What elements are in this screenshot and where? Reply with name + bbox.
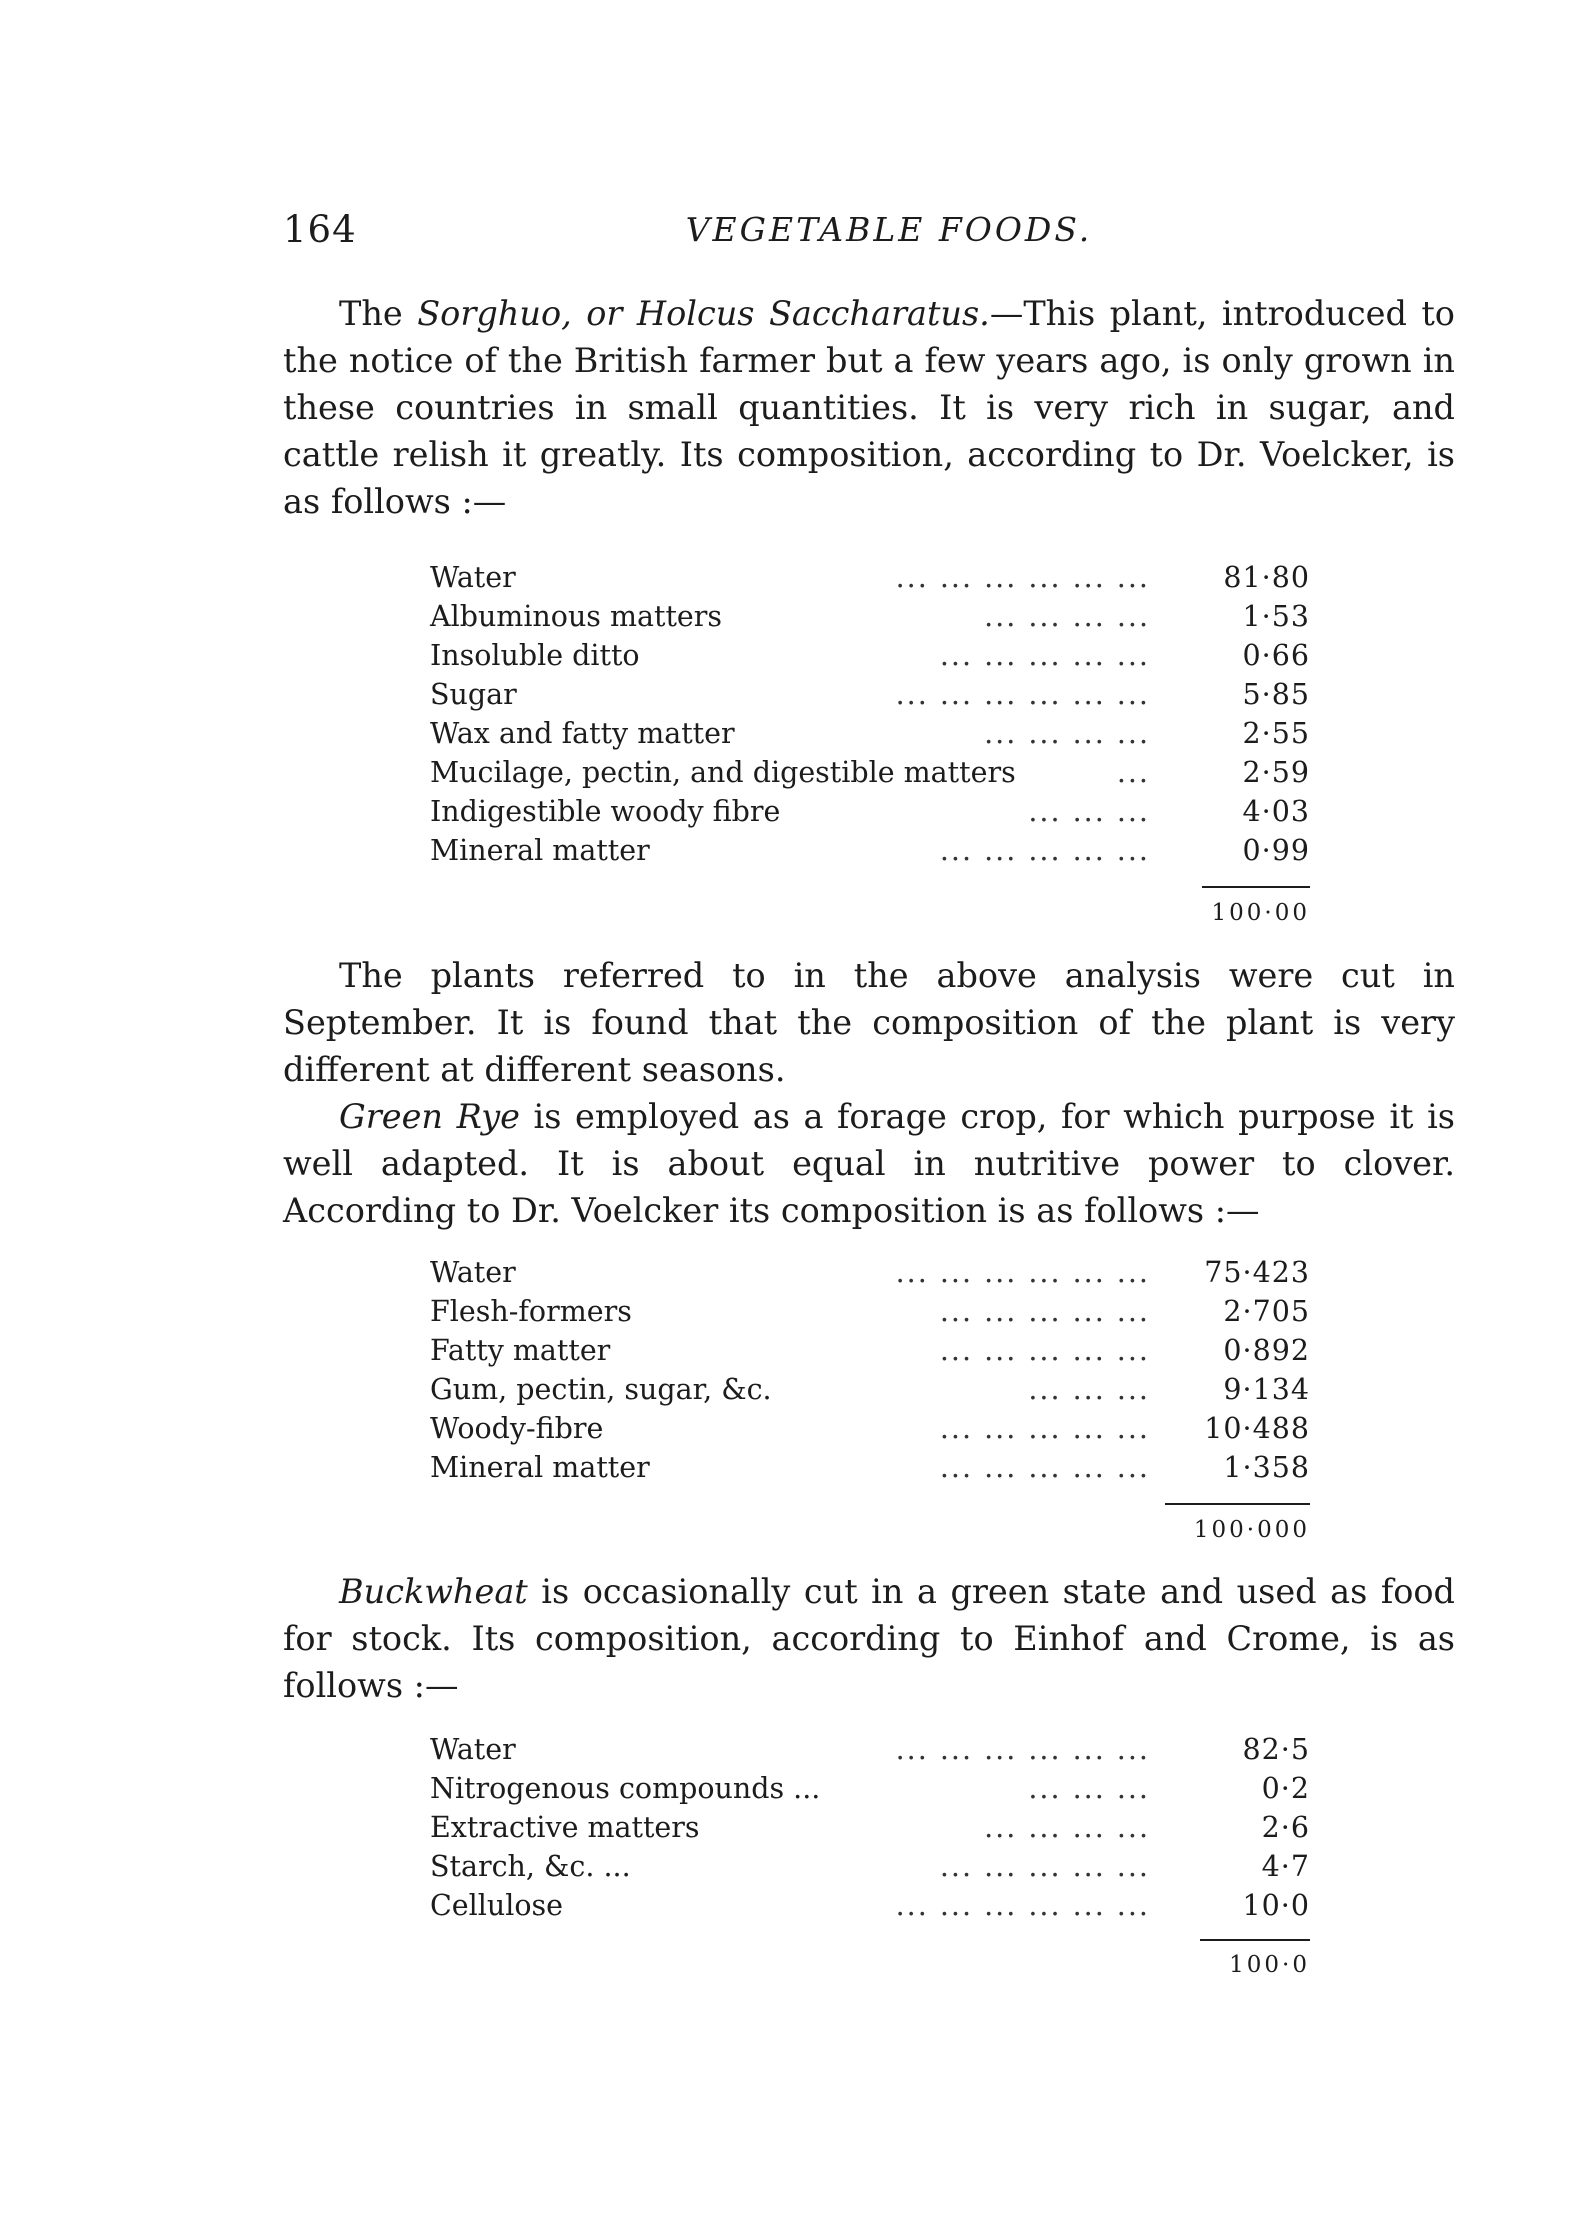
leader-dots: ... ... ... ... ... — [939, 1295, 1150, 1328]
row-label: Wax and fatty matter — [430, 717, 735, 750]
leader-dots: ... ... ... ... ... — [939, 1451, 1150, 1484]
row-label: Gum, pectin, sugar, &c. — [430, 1373, 772, 1406]
row-value: 1·53 — [1242, 600, 1310, 633]
total-rule — [1202, 886, 1310, 888]
table-row — [430, 792, 1310, 831]
leader-dots: ... ... ... ... — [984, 600, 1150, 633]
leader-dots: ... ... ... ... ... — [939, 639, 1150, 672]
table-total: 100·00 — [1211, 900, 1310, 926]
green-rye-name: Green Rye — [339, 1097, 520, 1136]
row-label: Extractive matters — [430, 1811, 700, 1844]
row-value: 1·358 — [1223, 1451, 1310, 1484]
row-value: 2·59 — [1242, 756, 1310, 789]
table-row — [430, 1370, 1310, 1409]
row-value: 2·6 — [1261, 1811, 1310, 1844]
row-label: Mucilage, pectin, and digestible matters — [430, 756, 1016, 789]
plants-referred-text: The plants referred to in the above analysis were cut in September. It is found that the composition of the plant is very different at different seasons. — [283, 956, 1455, 1089]
page-number: 164 — [283, 208, 357, 251]
leader-dots: ... ... ... ... ... ... — [895, 678, 1150, 711]
composition-table-sorghum — [430, 558, 1310, 926]
table-row — [430, 1847, 1310, 1886]
table-row — [430, 831, 1310, 870]
table-row — [430, 1730, 1310, 1769]
row-label: Insoluble ditto — [430, 639, 640, 672]
composition-table-buckwheat — [430, 1730, 1310, 1978]
row-value: 0·892 — [1223, 1334, 1310, 1367]
table-row — [430, 597, 1310, 636]
buckwheat-text: is occasionally cut in a green state and used as food for stock. Its composition, according to Einhof and Crome, is as follows :— — [283, 1572, 1455, 1705]
leader-dots: ... ... ... — [1028, 1772, 1150, 1805]
row-label: Mineral matter — [430, 834, 650, 867]
row-label: Starch, &c. ... — [430, 1850, 631, 1883]
paragraph-plants-referred — [283, 952, 1455, 1093]
table-row — [430, 1253, 1310, 1292]
paragraph-buckwheat — [283, 1568, 1455, 1709]
total-rule — [1165, 1503, 1310, 1505]
leader-dots: ... ... ... ... ... — [939, 1412, 1150, 1445]
table-row — [430, 753, 1310, 792]
row-label: Sugar — [430, 678, 517, 711]
row-label: Mineral matter — [430, 1451, 650, 1484]
row-label: Water — [430, 1733, 516, 1766]
row-value: 0·2 — [1261, 1772, 1310, 1805]
table-row — [430, 1292, 1310, 1331]
row-label: Water — [430, 561, 516, 594]
page-header — [283, 208, 1455, 258]
table-row — [430, 675, 1310, 714]
row-value: 5·85 — [1242, 678, 1310, 711]
row-label: Woody-fibre — [430, 1412, 604, 1445]
row-value: 2·705 — [1223, 1295, 1310, 1328]
running-title: VEGETABLE FOODS. — [685, 210, 1093, 249]
row-value: 2·55 — [1242, 717, 1310, 750]
composition-table-green-rye — [430, 1253, 1310, 1543]
row-value: 82·5 — [1242, 1733, 1310, 1766]
row-value: 10·488 — [1204, 1412, 1310, 1445]
row-label: Flesh-formers — [430, 1295, 632, 1328]
table-row — [430, 558, 1310, 597]
leader-dots: ... ... ... ... ... ... — [895, 561, 1150, 594]
row-value: 75·423 — [1204, 1256, 1310, 1289]
table-total: 100·0 — [1229, 1952, 1310, 1978]
table-row — [430, 636, 1310, 675]
leader-dots: ... ... ... ... ... — [939, 1850, 1150, 1883]
table-row — [430, 1409, 1310, 1448]
row-label: Fatty matter — [430, 1334, 611, 1367]
table-row — [430, 1808, 1310, 1847]
paragraph-green-rye — [283, 1093, 1455, 1234]
row-value: 4·7 — [1261, 1850, 1310, 1883]
row-value: 81·80 — [1223, 561, 1310, 594]
row-value: 10·0 — [1242, 1889, 1310, 1922]
leader-dots: ... ... ... ... ... — [939, 834, 1150, 867]
table-row — [430, 714, 1310, 753]
leader-dots: ... ... ... ... ... ... — [895, 1256, 1150, 1289]
buckwheat-name: Buckwheat — [339, 1572, 528, 1611]
row-label: Cellulose — [430, 1889, 564, 1922]
sorghum-name: Sorghuo, or Holcus Saccharatus. — [417, 294, 990, 333]
row-label: Albuminous matters — [430, 600, 723, 633]
green-rye-text: is employed as a forage crop, for which purpose it is well adapted. It is about equal in nutritive power to clover. According to Dr. Voelcker its composition is as follows :— — [283, 1097, 1455, 1230]
leader-dots: ... ... ... ... ... ... — [895, 1733, 1150, 1766]
table-total: 100·000 — [1193, 1517, 1310, 1543]
table-row — [430, 1886, 1310, 1925]
sorghum-text: —This plant, introduced to the notice of the British farmer but a few years ago, is only grown in these countries in small quantities. It is very rich in sugar, and cattle relish it greatly. Its composition, according to Dr. Voelcker, is as follows :— — [283, 294, 1455, 521]
row-value: 0·66 — [1242, 639, 1310, 672]
leader-dots: ... ... ... — [1028, 795, 1150, 828]
paragraph-sorghum: The Sorghuo, or Holcus Saccharatus.—This plant, introduced to the notice of the British farmer but a few years ago, is only grown in these countries in small quantities. It is very rich in sugar, and cattle relish it greatly. Its composition, according to Dr. Voelcker, is as follows :— — [283, 294, 1455, 521]
leader-dots: ... ... ... — [1028, 1373, 1150, 1406]
total-rule — [1200, 1939, 1310, 1941]
table-row — [430, 1331, 1310, 1370]
row-value: 9·134 — [1223, 1373, 1310, 1406]
leader-dots: ... ... ... ... ... ... — [895, 1889, 1150, 1922]
row-value: 4·03 — [1242, 795, 1310, 828]
row-value: 0·99 — [1242, 834, 1310, 867]
leader-dots: ... ... ... ... ... — [939, 1334, 1150, 1367]
table-row — [430, 1448, 1310, 1487]
row-label: Water — [430, 1256, 516, 1289]
row-label: Indigestible woody fibre — [430, 795, 781, 828]
table-row — [430, 1769, 1310, 1808]
row-label: Nitrogenous compounds ... — [430, 1772, 821, 1805]
leader-dots: ... ... ... ... — [984, 1811, 1150, 1844]
leader-dots: ... — [1116, 756, 1150, 789]
leader-dots: ... ... ... ... — [984, 717, 1150, 750]
